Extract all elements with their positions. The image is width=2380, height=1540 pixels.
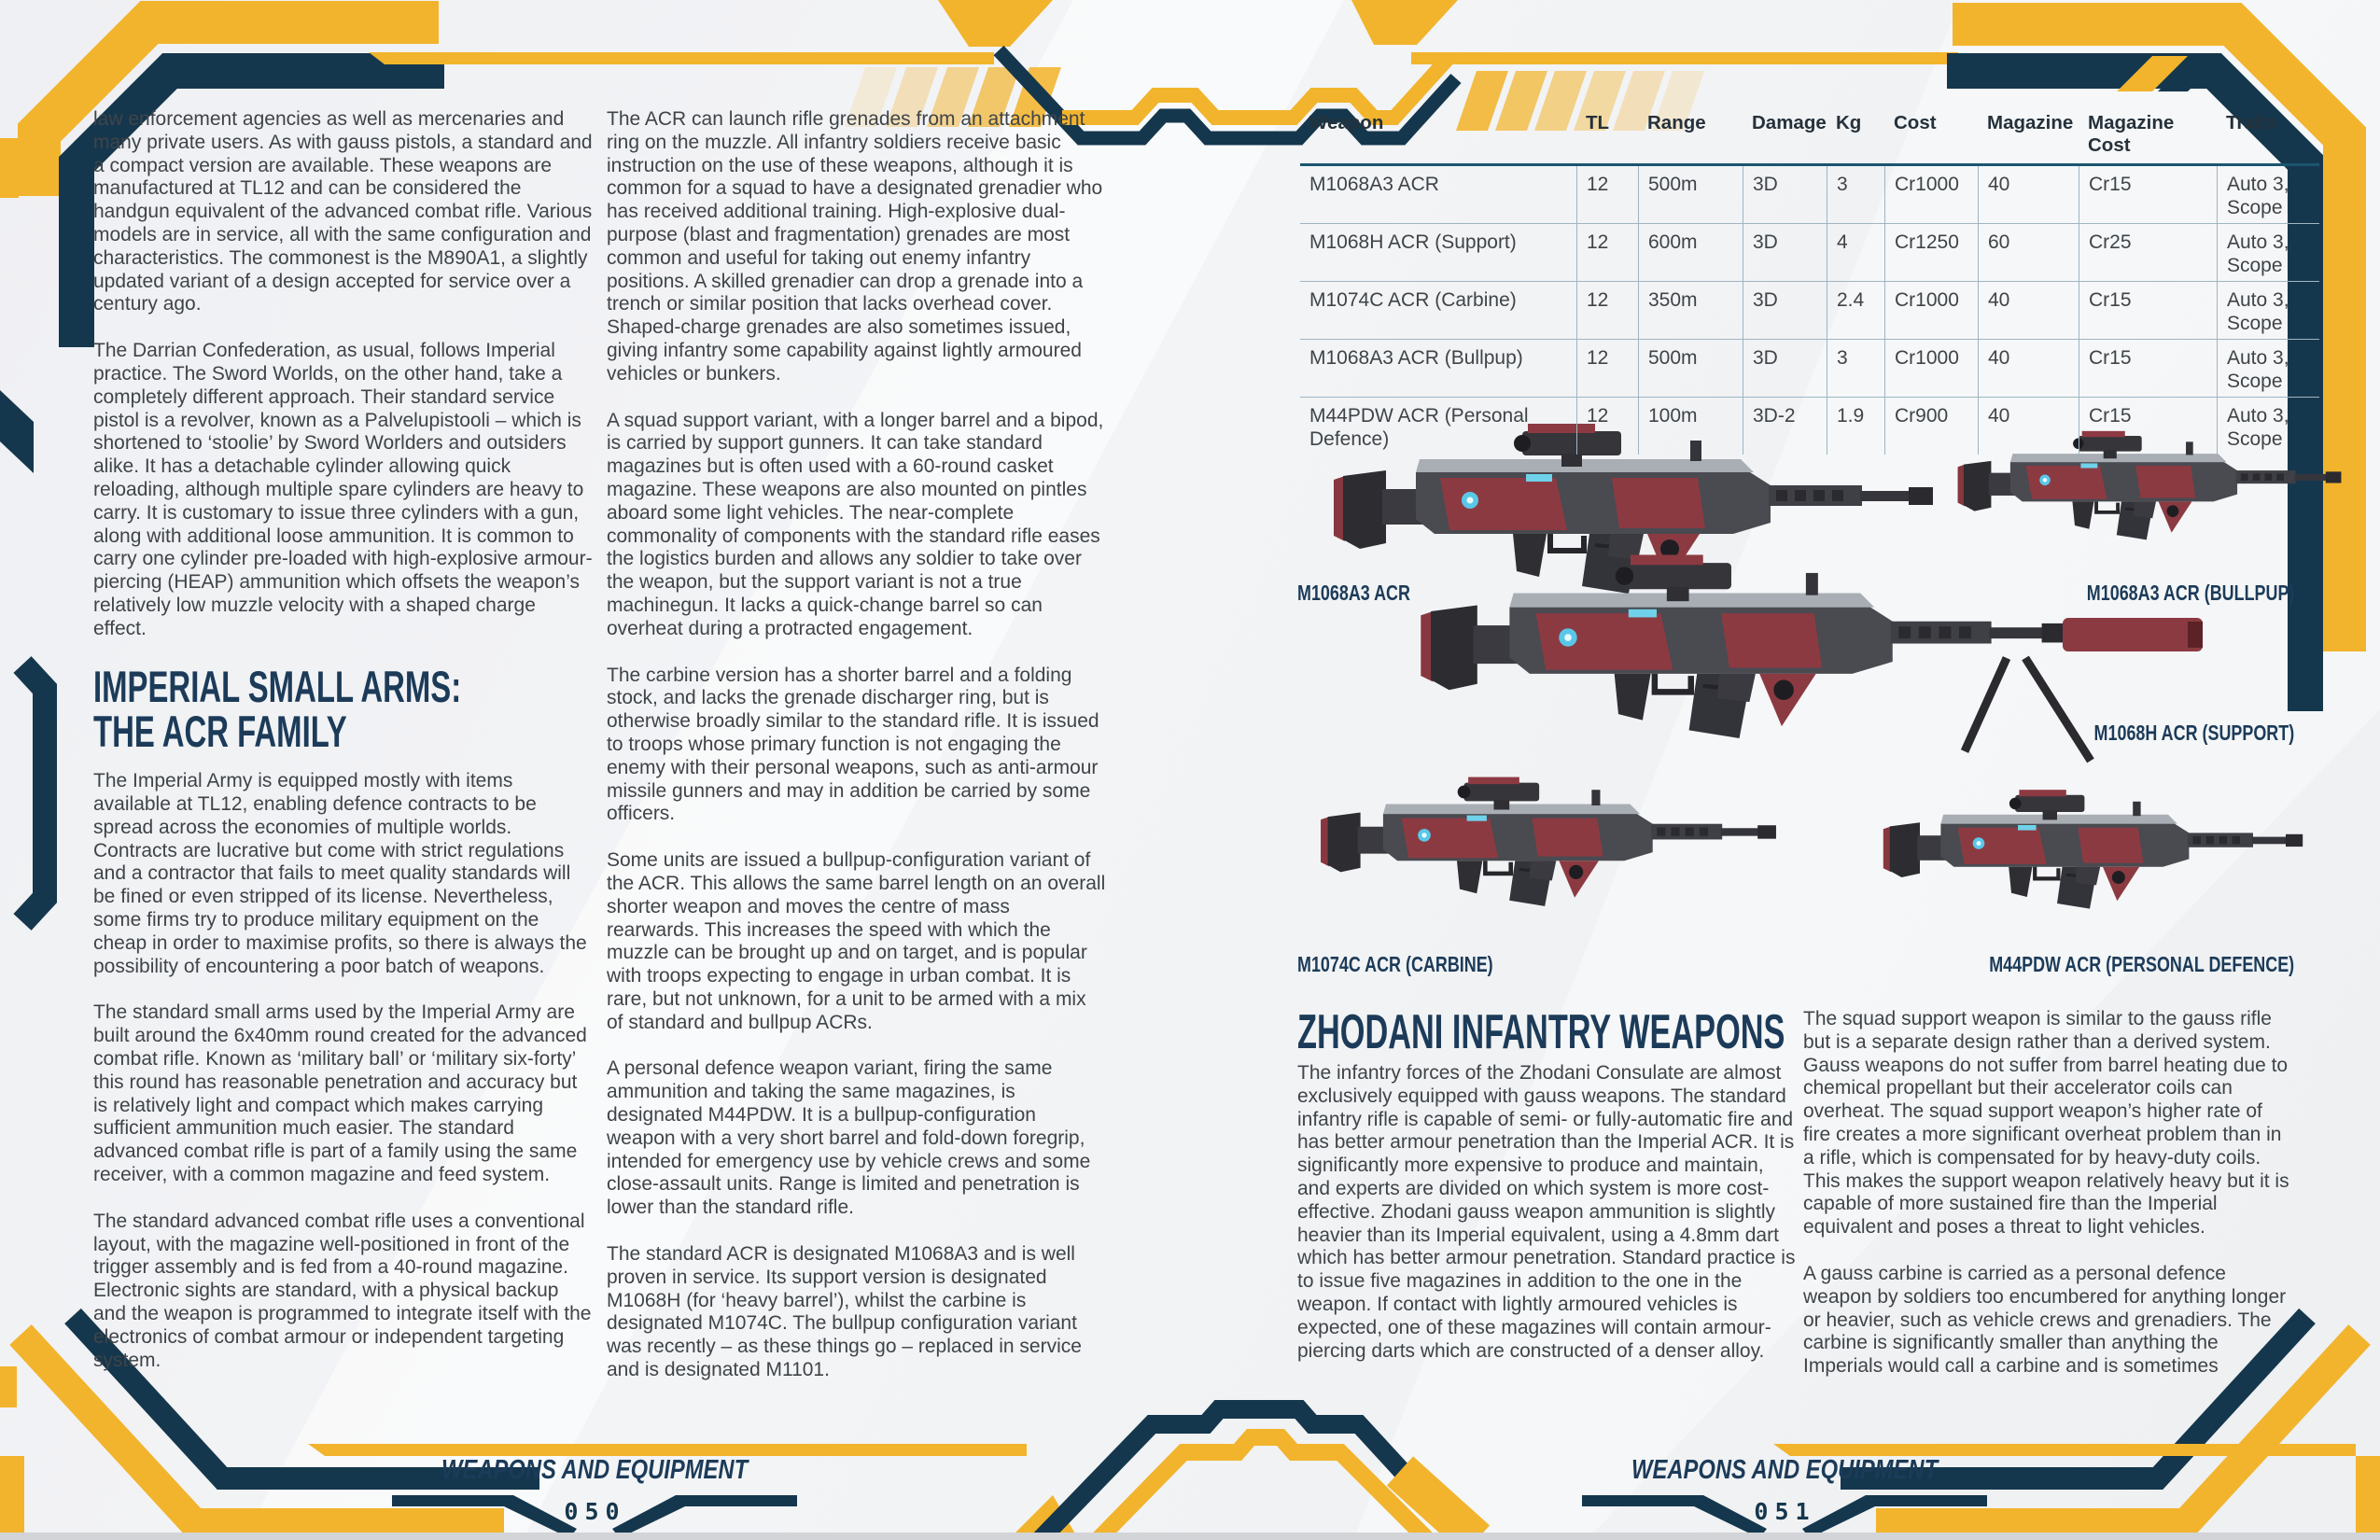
table-header-cell: Weapon bbox=[1300, 110, 1576, 166]
table-cell: Cr15 bbox=[2079, 281, 2217, 339]
table-cell: 1.9 bbox=[1827, 397, 1884, 455]
footer-title-text: WEAPONS AND EQUIPMENT bbox=[1631, 1455, 1939, 1485]
right-page-zhodani-column-2 bbox=[1803, 1008, 2293, 1402]
table-cell: 40 bbox=[1978, 397, 2079, 455]
body-paragraph: The ACR can launch rifle grenades from an attachment ring on the muzzle. All infantry soldiers receive basic instruction on the use of these weapons, although it is common for a squad to have a designated grenadier who has received additional training. High-explosive dual-purpose (blast and fragmentation) grenades are most common and useful for taking out enemy infantry positions. A skilled grenadier can drop a grenade into a trench or similar position that lacks overhead cover. Shaped-charge grenades are also sometimes issued, giving infantry some capability against lightly armoured vehicles or bunkers. bbox=[607, 108, 1103, 385]
table-cell: Cr15 bbox=[2079, 339, 2217, 397]
body-paragraph: The standard advanced combat rifle uses a conventional layout, with the magazine well-positioned in front of the trigger assembly and is fed from a 40-round magazine. Electronic sights are standard, with a physical backup and the weapon is programmed to integrate itself with the electronics of combat armour or independent targeting system. bbox=[93, 1210, 592, 1371]
body-paragraph: A gauss carbine is carried as a personal defence weapon by soldiers too encumbered for anything longer or heavier, such as vehicle crews and grenadiers. The carbine is significantly smaller than anything the Imperials would call a carbine and is sometimes bbox=[1803, 1262, 2287, 1378]
table-cell: M44PDW ACR (Personal Defence) bbox=[1300, 397, 1576, 455]
table-header-cell: TL bbox=[1576, 110, 1638, 166]
table-cell: 12 bbox=[1576, 339, 1638, 397]
section-heading-imperial-small-arms bbox=[93, 661, 593, 757]
table-cell: 3D bbox=[1743, 281, 1827, 339]
body-paragraph: The standard small arms used by the Imperial Army are built around the 6x40mm round created for the advanced combat rifle. Known as ‘military ball’ or ‘military six-forty’ this round has reasonable penetration and accuracy but is relatively light and compact which makes carrying sufficient ammunition much easier. The standard advanced combat rifle is part of a family using the same receiver, with a common magazine and feed system. bbox=[93, 1001, 587, 1186]
table-cell: 100m bbox=[1638, 397, 1743, 455]
table-cell: Auto 3, Scope bbox=[2217, 166, 2319, 223]
weapon-label-m1068h-support: M1068H ACR (SUPPORT) bbox=[2093, 721, 2294, 745]
table-cell: M1068H ACR (Support) bbox=[1300, 223, 1576, 281]
left-page-column-2 bbox=[607, 108, 1106, 1406]
weapon-label-m1068a3-bullpup: M1068A3 ACR (BULLPUP) bbox=[2086, 581, 2294, 605]
table-cell: 3 bbox=[1827, 339, 1884, 397]
page-number-right: 051 bbox=[1754, 1498, 1816, 1525]
weapon-label-m44pdw: M44PDW ACR (PERSONAL DEFENCE) bbox=[1989, 952, 2294, 976]
table-cell: Auto 3, Scope bbox=[2217, 339, 2319, 397]
table-cell: M1068A3 ACR bbox=[1309, 174, 1439, 195]
table-cell: 600m bbox=[1638, 223, 1743, 281]
body-paragraph: The infantry forces of the Zhodani Consulate are almost exclusively equipped with gauss weapons. The standard infantry rifle is capable of semi- or fully-automatic fire and has better armour penetration than the Imperial ACR. It is significantly more expensive to produce and maintain, and experts are divided on which system is more cost-effective. Zhodani gauss weapon ammunition is slightly heavier than its Imperial equivalent, using a 4.8mm dart which has better armour penetration. Standard practice is to issue five magazines in addition to the one in the weapon. If contact with lightly armoured vehicles is expected, one of these magazines will contain armour-piercing darts which are constructed of a denser alloy. bbox=[1297, 1062, 1796, 1362]
table-header-cell: Magazine Cost bbox=[2079, 110, 2217, 166]
right-page-zhodani-column-1 bbox=[1297, 1062, 1797, 1386]
section-heading-zhodani-infantry-weapons: ZHODANI INFANTRY WEAPONS bbox=[1297, 1005, 1785, 1059]
table-cell: 60 bbox=[1978, 223, 2079, 281]
section-heading-line: IMPERIAL SMALL ARMS: bbox=[93, 661, 462, 711]
table-header-cell: Traits bbox=[2217, 110, 2319, 166]
table-cell: Cr15 bbox=[2079, 397, 2217, 455]
table-cell: 12 bbox=[1576, 166, 1638, 223]
table-cell: 500m bbox=[1638, 339, 1743, 397]
footer-section-title-left bbox=[0, 1455, 1190, 1486]
body-paragraph: The carbine version has a shorter barrel and a folding stock, and lacks the grenade discharger ring, but is otherwise broadly similar to the standard rifle. It is issued to troops whose primary function is not engaging the enemy with their personal weapons, such as anti-armour missile gunners and may in addition be carried by some officers. bbox=[607, 664, 1099, 825]
table-cell: Auto 3, Scope bbox=[2217, 281, 2319, 339]
table-cell: Cr1000 bbox=[1884, 166, 1978, 223]
body-paragraph: A squad support variant, with a longer barrel and a bipod, is carried by support gunners. It can take standard magazines but is often used with a 60-round casket magazine. These weapons are also mounted on pintles aboard some light vehicles. The near-complete commonality of components with the standard rifle eases the logistics burden and allows any soldier to take over the weapon, but the support variant is not a true machinegun. It lacks a quick-change barrel so can overheat during a protracted engagement. bbox=[607, 409, 1104, 639]
body-paragraph: The Darrian Confederation, as usual, follows Imperial practice. The Sword Worlds, on the other hand, take a completely different approach. Their standard service pistol is a revolver, known as a Palvelupistooli – which is shortened to ‘stoolie’ by Sword Worlders and outsiders alike. It has a detachable cylinder allowing quick reloading, although multiple spare cylinders are heavy to carry. It is customary to issue three cylinders with a gun, along with additional loose ammunition. It is common to carry one cylinder pre-loaded with high-explosive armour-piercing (HEAP) ammunition which offsets the weapon’s relatively low muzzle velocity with a shaped charge effect. bbox=[93, 340, 593, 639]
table-header-cell: Range bbox=[1638, 110, 1743, 166]
table-cell: Cr15 bbox=[2079, 166, 2217, 223]
weapon-label-m1068a3: M1068A3 ACR bbox=[1297, 581, 1410, 605]
table-cell: 40 bbox=[1978, 166, 2079, 223]
table-cell: Auto 3, Scope bbox=[2217, 397, 2319, 455]
table-cell: 350m bbox=[1638, 281, 1743, 339]
table-cell: Cr25 bbox=[2079, 223, 2217, 281]
table-cell: 3D bbox=[1743, 223, 1827, 281]
table-header-cell: Kg bbox=[1827, 110, 1884, 166]
left-edge-bracket bbox=[22, 665, 45, 922]
table-cell: M1068A3 ACR (Bullpup) bbox=[1300, 339, 1576, 397]
left-edge-chevron bbox=[0, 390, 34, 473]
table-header-cell: Cost bbox=[1884, 110, 1978, 166]
page-number-left: 050 bbox=[564, 1498, 626, 1525]
footer-title-text: WEAPONS AND EQUIPMENT bbox=[441, 1455, 749, 1485]
body-paragraph: The standard ACR is designated M1068A3 and is well proven in service. Its support version is designated M1068H (for ‘heavy barrel’), whilst the carbine is designated M1074C. The bullpup configuration variant was recently – as these things go – replaced in service and is designated M1101. bbox=[607, 1243, 1082, 1381]
table-cell: Cr900 bbox=[1884, 397, 1978, 455]
table-cell: 3D bbox=[1743, 339, 1827, 397]
body-paragraph: law enforcement agencies as well as mercenaries and many private users. As with gauss pistols, a standard and a compact version are available. These weapons are manufactured at TL12 and can be considered the handgun equivalent of the advanced combat rifle. Various models are in service, all with the same configuration and characteristics. The commonest is the M890A1, a slightly updated variant of a design accepted for service over a century ago. bbox=[93, 108, 593, 315]
body-paragraph: A personal defence weapon variant, firing the same ammunition and taking the same magazines, is designated M44PDW. It is a bullpup-configuration weapon with a very short barrel and fold-down foregrip, intended for emergency use by vehicle crews and some close-assault units. Range is limited and penetration is lower than the standard rifle. bbox=[607, 1057, 1091, 1219]
table-cell: 40 bbox=[1978, 339, 2079, 397]
table-header-cell: Damage bbox=[1743, 110, 1827, 166]
body-paragraph: The Imperial Army is equipped mostly with items available at TL12, enabling defence contracts to be spread across the economies of multiple worlds. Contracts are lucrative but come with strict regulations and a contractor that fails to meet quality standards will be fined or even stripped of its license. Nevertheless, some firms try to produce military equipment on the cheap in order to maximise profits, so there is always the possibility of encountering a poor batch of weapons. bbox=[93, 770, 587, 977]
weapons-stat-table bbox=[1300, 110, 2319, 455]
table-cell: 2.4 bbox=[1827, 281, 1884, 339]
table-cell: 500m bbox=[1638, 166, 1743, 223]
table-cell: Cr1000 bbox=[1884, 339, 1978, 397]
table-cell: Cr1250 bbox=[1884, 223, 1978, 281]
weapon-label-m1074c-carbine: M1074C ACR (CARBINE) bbox=[1297, 952, 1493, 976]
table-cell: 3D bbox=[1743, 166, 1827, 223]
table-cell: 3D-2 bbox=[1743, 397, 1827, 455]
page-edge-strip bbox=[0, 1533, 2380, 1540]
table-cell: 40 bbox=[1978, 281, 2079, 339]
table-cell: 12 bbox=[1576, 397, 1638, 455]
table-cell: 3 bbox=[1827, 166, 1884, 223]
section-heading-line: THE ACR FAMILY bbox=[93, 707, 347, 757]
table-cell: 12 bbox=[1576, 223, 1638, 281]
body-paragraph: Some units are issued a bullpup-configuration variant of the ACR. This allows the same barrel length on an overall shorter weapon and moves the centre of mass rearwards. This increases the speed with which the muzzle can be brought up and on target, and is popular with troops expecting to engage in urban combat. It is rare, but not unknown, for a unit to be armed with a mix of standard and bullpup ACRs. bbox=[607, 849, 1106, 1033]
footer-section-title-right bbox=[1190, 1455, 2380, 1486]
table-header-cell: Magazine bbox=[1978, 110, 2079, 166]
table-cell: 4 bbox=[1827, 223, 1884, 281]
table-cell: 12 bbox=[1576, 281, 1638, 339]
body-paragraph: The squad support weapon is similar to the gauss rifle but is a separate design rather than a derived system. Gauss weapons do not suffer from barrel heating due to chemical propellant but their accelerator coils can overheat. The squad support weapon’s higher rate of fire creates a more significant overheat problem than in a rifle, which is compensated for by heavy-duty coils. This makes the support weapon relatively heavy but it is capable of more sustained fire than the Imperial equivalent and poses a threat to light vehicles. bbox=[1803, 1008, 2289, 1239]
left-page-column-1 bbox=[93, 108, 593, 1395]
table-cell: M1074C ACR (Carbine) bbox=[1300, 281, 1576, 339]
table-cell: Auto 3, Scope bbox=[2217, 223, 2319, 281]
table-cell: Cr1000 bbox=[1884, 281, 1978, 339]
